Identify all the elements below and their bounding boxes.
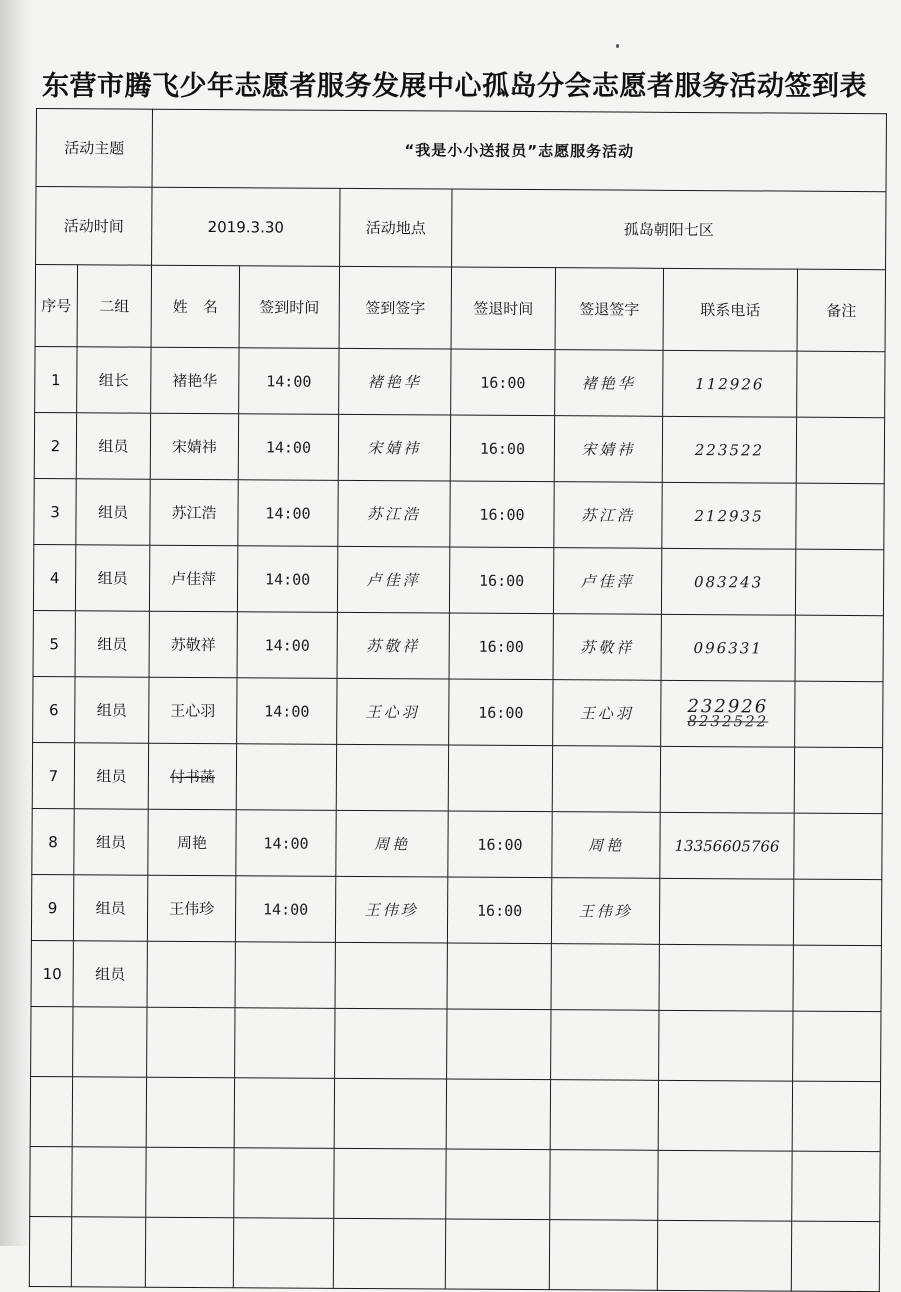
- blank-cell: [233, 1218, 333, 1289]
- row-number: 7: [32, 742, 74, 808]
- row-name: 苏江浩: [150, 479, 238, 546]
- row-role: 组员: [73, 875, 147, 941]
- row-note: [795, 615, 883, 682]
- row-sign-out-signature: 苏敬祥: [553, 614, 661, 681]
- row-name: 王心羽: [149, 677, 237, 744]
- row-sign-out-signature: 周艳: [552, 812, 660, 879]
- row-name: 王伟珍: [147, 875, 235, 942]
- row-sign-in-time: 14:00: [239, 348, 339, 415]
- row-sign-in-time: 14:00: [238, 414, 338, 481]
- row-sign-out-signature: 王伟珍: [551, 878, 659, 945]
- blank-cell: [333, 1218, 445, 1289]
- blank-cell: [445, 1219, 549, 1290]
- blank-cell: [550, 1150, 658, 1221]
- phone-struck-out: 8232522: [687, 711, 769, 730]
- col-header-phone: 联系电话: [663, 268, 797, 351]
- col-header-note: 备注: [797, 269, 885, 352]
- row-sign-out-signature: 褚艳华: [555, 350, 663, 417]
- row-note: [795, 681, 883, 748]
- blank-cell: [29, 1216, 71, 1286]
- row-sign-in-signature: 苏敬祥: [337, 612, 449, 679]
- scan-edge-shadow: [0, 0, 34, 1246]
- row-sign-in-signature: 褚艳华: [339, 348, 451, 415]
- row-note: [795, 549, 883, 616]
- row-phone: [659, 944, 793, 1011]
- blank-cell: [793, 1011, 881, 1082]
- time-location-row: [36, 187, 886, 270]
- table-row: [34, 412, 884, 483]
- row-sign-out-signature: 王心羽: [553, 680, 661, 747]
- row-name: 褚艳华: [151, 347, 239, 414]
- phone-correction: [687, 697, 768, 728]
- row-role: 组员: [76, 413, 150, 479]
- blank-row: [31, 1006, 881, 1081]
- table-row: [33, 676, 883, 747]
- row-name: 付书菡: [148, 743, 236, 810]
- row-role: 组员: [74, 809, 148, 875]
- row-sign-in-time: 14:00: [235, 876, 335, 943]
- row-sign-in-signature: [335, 942, 447, 1009]
- blank-cell: [145, 1217, 233, 1288]
- blank-cell: [234, 1078, 334, 1149]
- row-sign-out-time: 16:00: [451, 349, 555, 416]
- row-phone: 096331: [661, 614, 795, 681]
- col-header-out-time: 签退时间: [451, 267, 555, 350]
- blank-cell: [446, 1079, 550, 1150]
- blank-row: [30, 1076, 880, 1151]
- row-number: 4: [33, 544, 75, 610]
- row-role: 组员: [76, 479, 150, 545]
- col-header-out-sign: 签退签字: [555, 268, 663, 351]
- row-phone: 13356605766: [660, 812, 794, 879]
- blank-cell: [549, 1220, 657, 1291]
- row-sign-out-time: 16:00: [450, 415, 554, 482]
- blank-cell: [657, 1220, 791, 1291]
- location-label: 活动地点: [340, 188, 452, 267]
- blank-cell: [334, 1148, 446, 1219]
- blank-cell: [334, 1078, 446, 1149]
- col-header-in-time: 签到时间: [239, 266, 339, 349]
- table-row: [31, 940, 881, 1011]
- theme-value: “我是小小送报员”志愿服务活动: [152, 109, 886, 191]
- blank-row: [29, 1216, 879, 1291]
- row-note: [793, 879, 881, 946]
- row-number: 6: [33, 676, 75, 742]
- row-sign-out-time: 16:00: [450, 481, 554, 548]
- blank-cell: [658, 1080, 792, 1151]
- row-sign-out-time: [447, 943, 551, 1010]
- blank-cell: [235, 1008, 335, 1079]
- row-number: 8: [32, 808, 74, 874]
- row-note: [796, 417, 884, 484]
- blank-cell: [31, 1006, 73, 1076]
- blank-cell: [446, 1149, 550, 1220]
- theme-label: 活动主题: [36, 109, 152, 188]
- time-label: 活动时间: [36, 187, 152, 266]
- column-header-row: [35, 265, 886, 352]
- row-name: 苏敬祥: [149, 611, 237, 678]
- table-row: [31, 874, 881, 945]
- row-phone: [660, 746, 794, 813]
- row-sign-in-signature: 苏江浩: [338, 480, 450, 547]
- row-sign-in-time: [236, 744, 336, 811]
- row-sign-out-time: 16:00: [448, 811, 552, 878]
- col-header-in-sign: 签到签字: [339, 266, 451, 349]
- row-sign-out-time: 16:00: [449, 613, 553, 680]
- row-sign-in-signature: [336, 744, 448, 811]
- row-number: 9: [31, 874, 73, 940]
- row-phone: 223522: [662, 416, 796, 483]
- blank-row: [30, 1146, 880, 1221]
- table-row: [32, 808, 882, 879]
- row-sign-out-signature: 苏江浩: [554, 482, 662, 549]
- table-row: [32, 742, 882, 813]
- table-row: [33, 544, 883, 615]
- row-role: 组员: [74, 743, 148, 809]
- blank-cell: [792, 1151, 880, 1222]
- blank-cell: [658, 1150, 792, 1221]
- table-row: [33, 610, 883, 681]
- location-value: 孤岛朝阳七区: [452, 189, 886, 270]
- row-name: 卢佳萍: [149, 545, 237, 612]
- blank-cell: [72, 1147, 146, 1217]
- blank-cell: [71, 1217, 145, 1287]
- row-sign-in-time: 14:00: [237, 612, 337, 679]
- row-sign-out-time: [448, 745, 552, 812]
- row-role: 组员: [73, 941, 147, 1007]
- row-sign-in-signature: 卢佳萍: [337, 546, 449, 613]
- blank-cell: [792, 1081, 880, 1152]
- blank-cell: [791, 1221, 879, 1292]
- blank-cell: [447, 1009, 551, 1080]
- row-role: 组员: [75, 611, 149, 677]
- sign-in-sheet: [29, 108, 886, 1251]
- row-note: [797, 351, 885, 418]
- blank-cell: [72, 1077, 146, 1147]
- form-title: 东营市腾飞少年志愿者服务发展中心孤岛分会志愿者服务活动签到表: [42, 71, 867, 102]
- row-phone: 212935: [662, 482, 796, 549]
- row-sign-in-time: 14:00: [236, 810, 336, 877]
- row-sign-in-time: 14:00: [238, 480, 338, 547]
- row-sign-in-time: 14:00: [237, 546, 337, 613]
- blank-cell: [73, 1007, 147, 1077]
- table-row: [34, 478, 884, 549]
- row-note: [796, 483, 884, 550]
- row-note: [793, 945, 881, 1012]
- blank-cell: [659, 1010, 793, 1081]
- row-phone: 083243: [661, 548, 795, 615]
- blank-cell: [146, 1077, 234, 1148]
- row-name: 宋婧祎: [150, 413, 238, 480]
- scan-speck: [616, 44, 619, 48]
- blank-cell: [551, 1010, 659, 1081]
- row-sign-out-time: 16:00: [449, 679, 553, 746]
- row-name: 周艳: [148, 809, 236, 876]
- row-sign-in-time: [235, 942, 335, 1009]
- table-row: [35, 346, 885, 417]
- row-sign-out-signature: 宋婧祎: [554, 416, 662, 483]
- row-sign-out-time: 16:00: [449, 547, 553, 614]
- row-sign-out-signature: [551, 944, 659, 1011]
- row-number: 10: [31, 940, 73, 1006]
- row-sign-out-signature: [552, 746, 660, 813]
- row-name: [147, 941, 235, 1008]
- row-number: 2: [34, 412, 76, 478]
- row-sign-in-signature: 王心羽: [337, 678, 449, 745]
- col-header-no: 序号: [35, 265, 78, 347]
- row-role: 组员: [75, 545, 149, 611]
- row-phone: [659, 878, 793, 945]
- col-header-name: 姓 名: [151, 265, 239, 348]
- row-number: 3: [34, 478, 76, 544]
- col-header-group: 二组: [77, 265, 152, 347]
- blank-cell: [146, 1147, 234, 1218]
- row-number: 1: [35, 346, 77, 412]
- row-role: 组员: [75, 677, 149, 743]
- row-note: [794, 813, 882, 880]
- blank-cell: [147, 1007, 235, 1078]
- row-sign-out-time: 16:00: [447, 877, 551, 944]
- phone-corrected: 232926: [687, 695, 769, 717]
- row-note: [794, 747, 882, 814]
- row-phone: 112926: [663, 350, 797, 417]
- row-phone: [661, 680, 795, 747]
- blank-cell: [550, 1080, 658, 1151]
- sign-in-table: [29, 108, 887, 1292]
- theme-row: [36, 109, 886, 192]
- row-number: 5: [33, 610, 75, 676]
- row-sign-out-signature: 卢佳萍: [553, 548, 661, 615]
- blank-cell: [234, 1148, 334, 1219]
- row-sign-in-signature: 宋婧祎: [338, 414, 450, 481]
- time-value: 2019.3.30: [152, 187, 340, 266]
- row-sign-in-signature: 王伟珍: [335, 876, 447, 943]
- row-sign-in-signature: 周艳: [336, 810, 448, 877]
- blank-cell: [30, 1076, 72, 1146]
- row-role: 组长: [77, 347, 151, 413]
- blank-cell: [30, 1146, 72, 1216]
- blank-cell: [335, 1008, 447, 1079]
- row-sign-in-time: 14:00: [237, 678, 337, 745]
